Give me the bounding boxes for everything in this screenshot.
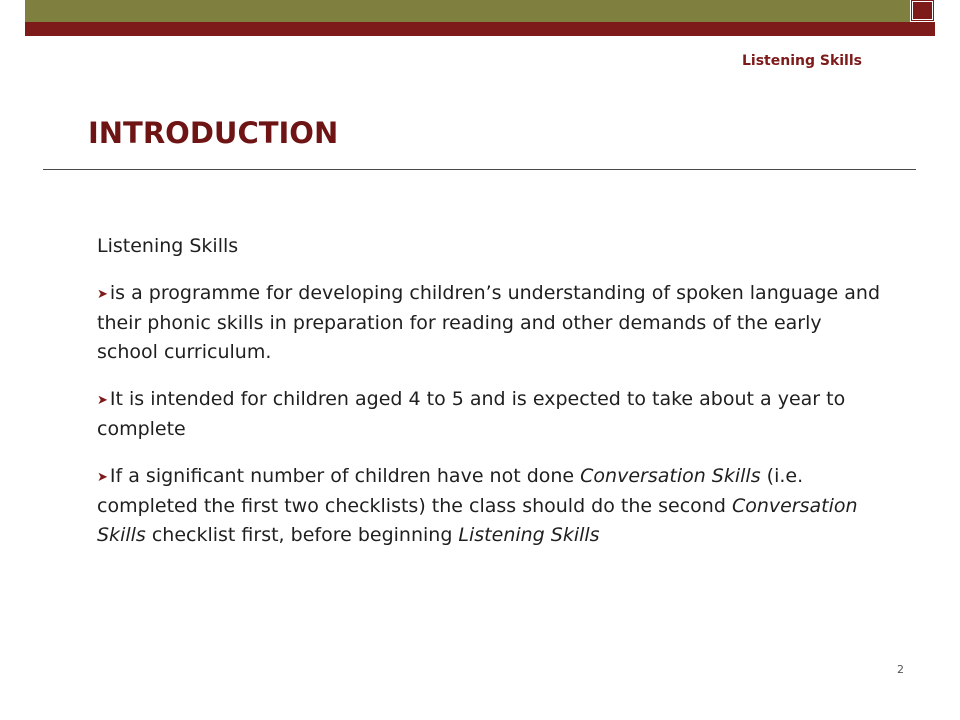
bullet-item — [97, 385, 887, 444]
bullet-item — [97, 279, 887, 367]
bullet-text: It is intended for children aged 4 to 5 and is expected to take about a year to complete — [97, 388, 846, 440]
arrow-bullet-icon: ➤ — [97, 470, 108, 485]
bullet-text-part: (i.e. completed the first two checklists) the class should do the second — [97, 465, 804, 517]
slide-body — [97, 232, 887, 568]
slide-title: INTRODUCTION — [88, 116, 339, 150]
corner-square-filled — [913, 2, 932, 19]
top-olive-bar — [25, 0, 910, 22]
bullet-text-part: checklist first, before beginning — [145, 524, 459, 546]
arrow-bullet-icon: ➤ — [97, 393, 108, 408]
page-number: 2 — [897, 663, 904, 676]
bullet-item — [97, 462, 887, 550]
bullet-italic-text: Conversation Skills — [580, 465, 761, 487]
bullet-text-part: If a significant number of children have not done — [109, 465, 581, 487]
arrow-bullet-icon: ➤ — [97, 287, 108, 302]
header-label: Listening Skills — [742, 53, 862, 69]
bullet-italic-text: Listening Skills — [458, 524, 600, 546]
lead-text: Listening Skills — [97, 235, 239, 257]
title-divider — [43, 169, 916, 170]
bullet-text: is a programme for developing children’s understanding of spoken language and their phonic skills in preparation for reading and other demands of the early school curriculum. — [97, 282, 881, 363]
top-maroon-bar — [25, 22, 935, 36]
bullet-italic-text: Conversation Skills — [97, 495, 858, 546]
